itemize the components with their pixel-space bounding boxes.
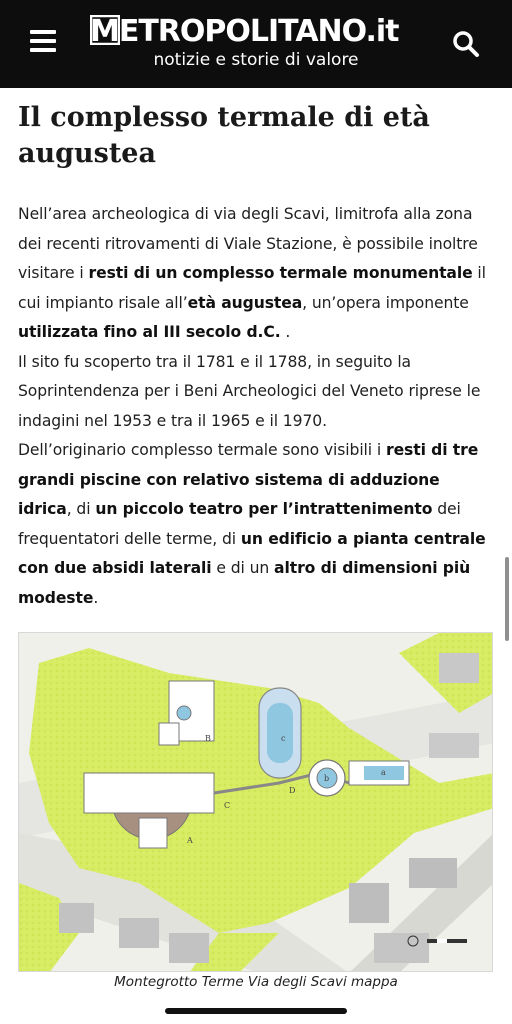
text-segment: . bbox=[93, 588, 99, 607]
bold-text-segment: resti di tre grandi piscine con relativo sistema di adduzione idrica bbox=[18, 441, 479, 518]
bold-text-segment: altro di dimensioni più modeste bbox=[18, 559, 471, 607]
text-segment: e di un bbox=[211, 559, 275, 577]
map-label-b-lower: b bbox=[324, 774, 330, 783]
site-tagline: notizie e storie di valore bbox=[153, 50, 359, 70]
site-logo[interactable] bbox=[90, 12, 420, 52]
bold-text-segment: un piccolo teatro per l’intrattenimento bbox=[95, 500, 433, 518]
home-indicator[interactable] bbox=[165, 1008, 347, 1014]
bold-text-segment: età augustea bbox=[187, 293, 303, 312]
logo-text: METROPOLITANO.it bbox=[90, 14, 399, 49]
article-body bbox=[18, 200, 494, 613]
text-segment: , di bbox=[66, 500, 96, 518]
text-segment: , un’opera imponente bbox=[302, 293, 469, 312]
text-segment: dei frequentatori delle terme, di bbox=[18, 500, 461, 548]
text-segment: il cui impianto risale all’ bbox=[18, 264, 486, 312]
text-segment: Nell’area archeologica di via degli Scavi, limitrofa alla zona dei recenti ritrovamenti di Viale Stazione, è possibile inoltre visitare i bbox=[18, 205, 478, 282]
archaeological-map-illustration bbox=[19, 633, 493, 972]
menu-bar-icon bbox=[30, 30, 56, 34]
map-label-c-lower: c bbox=[281, 734, 286, 743]
site-map-image bbox=[18, 632, 493, 972]
map-label-b-upper: B bbox=[205, 734, 211, 743]
text-segment: . bbox=[280, 323, 291, 341]
site-header bbox=[0, 0, 512, 88]
map-label-a-lower: a bbox=[381, 768, 386, 777]
article-paragraph bbox=[18, 348, 494, 437]
map-label-a-upper: A bbox=[187, 836, 193, 845]
scrollbar[interactable] bbox=[505, 557, 509, 641]
search-icon bbox=[450, 28, 482, 60]
bold-text-segment: un edificio a pianta centrale con due absidi laterali bbox=[18, 529, 486, 577]
text-segment: Dell’originario complesso termale sono visibili i bbox=[18, 441, 386, 459]
menu-bar-icon bbox=[30, 39, 56, 43]
article-paragraph bbox=[18, 200, 494, 348]
search-button[interactable] bbox=[450, 28, 482, 60]
article-paragraph bbox=[18, 436, 494, 613]
figure-caption: Montegrotto Terme Via degli Scavi mappa bbox=[114, 974, 398, 990]
bold-text-segment: resti di un complesso termale monumentale bbox=[88, 264, 473, 282]
map-label-d-upper: D bbox=[289, 786, 296, 795]
map-label-c-upper: C bbox=[224, 801, 231, 810]
text-segment: Il sito fu scoperto tra il 1781 e il 1788, in seguito la Soprintendenza per i Beni Archeologici del Veneto riprese le indagini nel 1953 e tra il 1965 e il 1970. bbox=[18, 352, 481, 430]
article-title: Il complesso termale di età augustea bbox=[18, 102, 430, 169]
bold-text-segment: utilizzata fino al III secolo d.C. bbox=[18, 323, 281, 341]
